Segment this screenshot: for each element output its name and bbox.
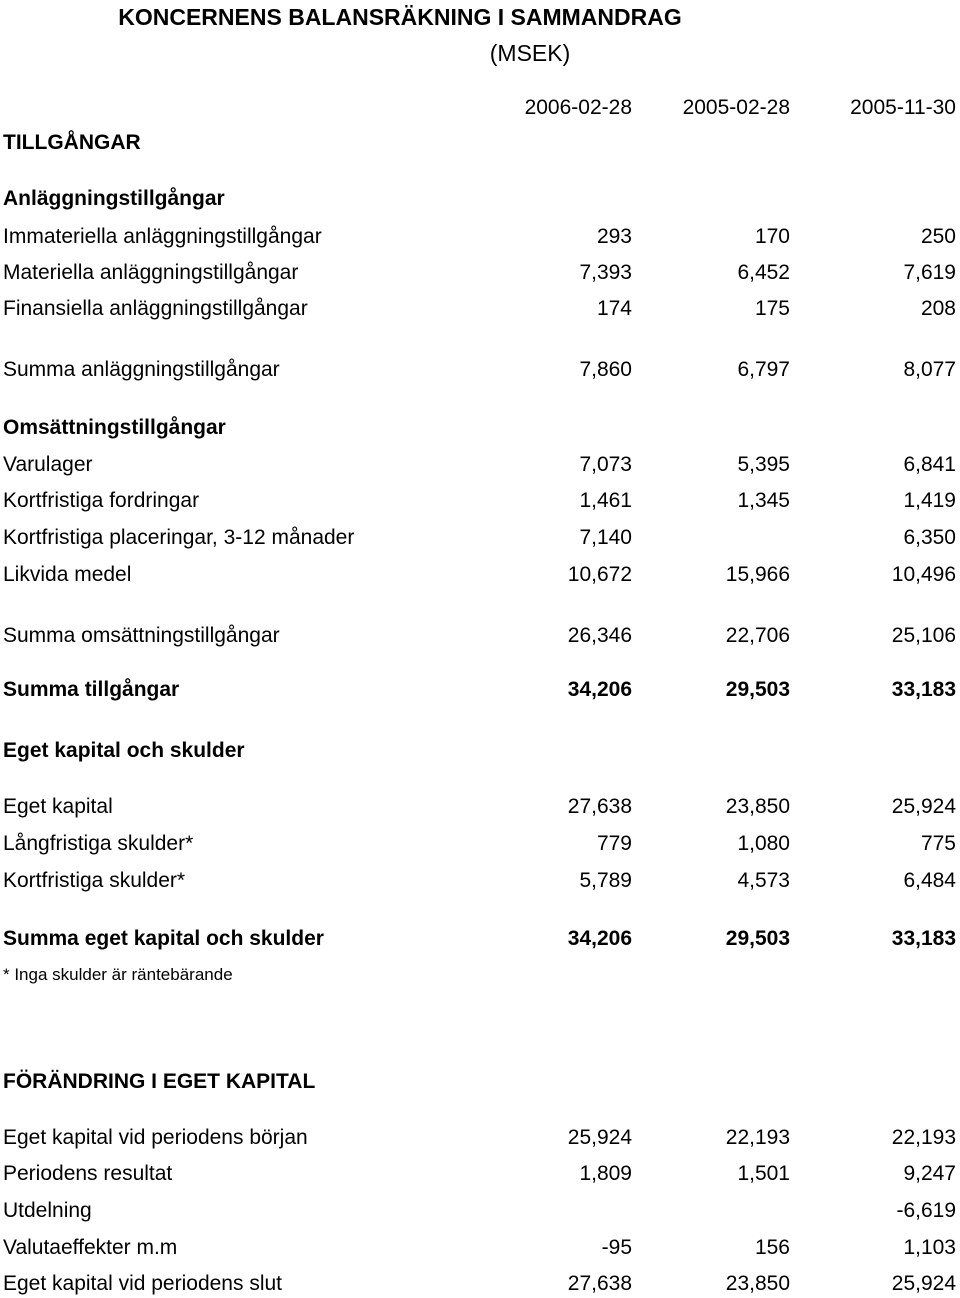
row-label: Materiella anläggningstillgångar: [3, 261, 299, 284]
subtotal-value: 26,346: [567, 624, 632, 647]
column-header: 2006-02-28: [524, 96, 632, 119]
total-label: Summa tillgångar: [3, 678, 180, 701]
cell-value: 293: [596, 225, 632, 248]
cell-value: 208: [920, 297, 956, 320]
total-value: 33,183: [891, 678, 956, 701]
cell-value: 175: [754, 297, 790, 320]
cell-value: 779: [596, 832, 632, 855]
cell-value: 27,638: [567, 1272, 632, 1295]
cell-value: 156: [754, 1236, 790, 1259]
total-label: Summa eget kapital och skulder: [3, 927, 324, 950]
cell-value: 23,850: [725, 795, 790, 818]
row-label: Likvida medel: [3, 563, 132, 586]
row-label: Eget kapital vid periodens slut: [3, 1272, 282, 1295]
cell-value: 25,924: [567, 1126, 632, 1149]
cell-value: 5,789: [579, 869, 632, 892]
row-label: Långfristiga skulder*: [3, 832, 194, 855]
footnote: * Inga skulder är räntebärande: [3, 965, 233, 984]
subtotal-value: 25,106: [891, 624, 956, 647]
row-label: Kortfristiga fordringar: [3, 489, 200, 512]
subtotal-value: 8,077: [903, 358, 956, 381]
subtotal-value: 7,860: [579, 358, 632, 381]
cell-value: 5,395: [737, 453, 790, 476]
cell-value: 775: [920, 832, 956, 855]
cell-value: 25,924: [891, 1272, 956, 1295]
total-value: 34,206: [567, 927, 632, 950]
cell-value: 1,345: [737, 489, 790, 512]
cell-value: 25,924: [891, 795, 956, 818]
cell-value: 250: [920, 225, 956, 248]
subtotal-label: Summa anläggningstillgångar: [3, 358, 280, 381]
cell-value: 6,841: [903, 453, 956, 476]
cell-value: -6,619: [896, 1199, 956, 1222]
cell-value: 22,193: [891, 1126, 956, 1149]
row-label: Kortfristiga skulder*: [3, 869, 186, 892]
cell-value: 1,461: [579, 489, 632, 512]
section-heading: FÖRÄNDRING I EGET KAPITAL: [3, 1070, 316, 1093]
total-value: 33,183: [891, 927, 956, 950]
cell-value: 7,619: [903, 261, 956, 284]
cell-value: 23,850: [725, 1272, 790, 1295]
page-title: KONCERNENS BALANSRÄKNING I SAMMANDRAG: [118, 4, 682, 30]
cell-value: -95: [601, 1236, 632, 1259]
cell-value: 1,809: [579, 1162, 632, 1185]
subtotal-label: Summa omsättningstillgångar: [3, 624, 280, 647]
group-heading: Omsättningstillgångar: [3, 416, 226, 439]
cell-value: 27,638: [567, 795, 632, 818]
cell-value: 9,247: [903, 1162, 956, 1185]
cell-value: 1,103: [903, 1236, 956, 1259]
row-label: Periodens resultat: [3, 1162, 173, 1185]
cell-value: 1,501: [737, 1162, 790, 1185]
row-label: Varulager: [3, 453, 93, 476]
group-heading: Eget kapital och skulder: [3, 739, 245, 762]
cell-value: 7,140: [579, 526, 632, 549]
row-label: Valutaeffekter m.m: [3, 1236, 178, 1259]
column-header: 2005-02-28: [682, 96, 790, 119]
cell-value: 174: [596, 297, 632, 320]
row-label: Utdelning: [3, 1199, 92, 1222]
column-header: 2005-11-30: [850, 96, 956, 119]
cell-value: 10,672: [567, 563, 632, 586]
cell-value: 1,080: [737, 832, 790, 855]
cell-value: 15,966: [725, 563, 790, 586]
cell-value: 10,496: [891, 563, 956, 586]
cell-value: 7,073: [579, 453, 632, 476]
cell-value: 6,452: [737, 261, 790, 284]
row-label: Immateriella anläggningstillgångar: [3, 225, 322, 248]
cell-value: 6,350: [903, 526, 956, 549]
cell-value: 4,573: [737, 869, 790, 892]
row-label: Eget kapital vid periodens början: [3, 1126, 308, 1149]
page-subtitle: (MSEK): [489, 40, 571, 66]
cell-value: 170: [754, 225, 790, 248]
cell-value: 1,419: [903, 489, 956, 512]
row-label: Finansiella anläggningstillgångar: [3, 297, 308, 320]
group-heading: Anläggningstillgångar: [3, 187, 225, 210]
total-value: 34,206: [567, 678, 632, 701]
row-label: Eget kapital: [3, 795, 113, 818]
cell-value: 22,193: [725, 1126, 790, 1149]
subtotal-value: 6,797: [737, 358, 790, 381]
section-heading: TILLGÅNGAR: [3, 131, 141, 154]
total-value: 29,503: [725, 927, 790, 950]
subtotal-value: 22,706: [725, 624, 790, 647]
cell-value: 6,484: [903, 869, 956, 892]
row-label: Kortfristiga placeringar, 3-12 månader: [3, 526, 355, 549]
cell-value: 7,393: [579, 261, 632, 284]
total-value: 29,503: [725, 678, 790, 701]
